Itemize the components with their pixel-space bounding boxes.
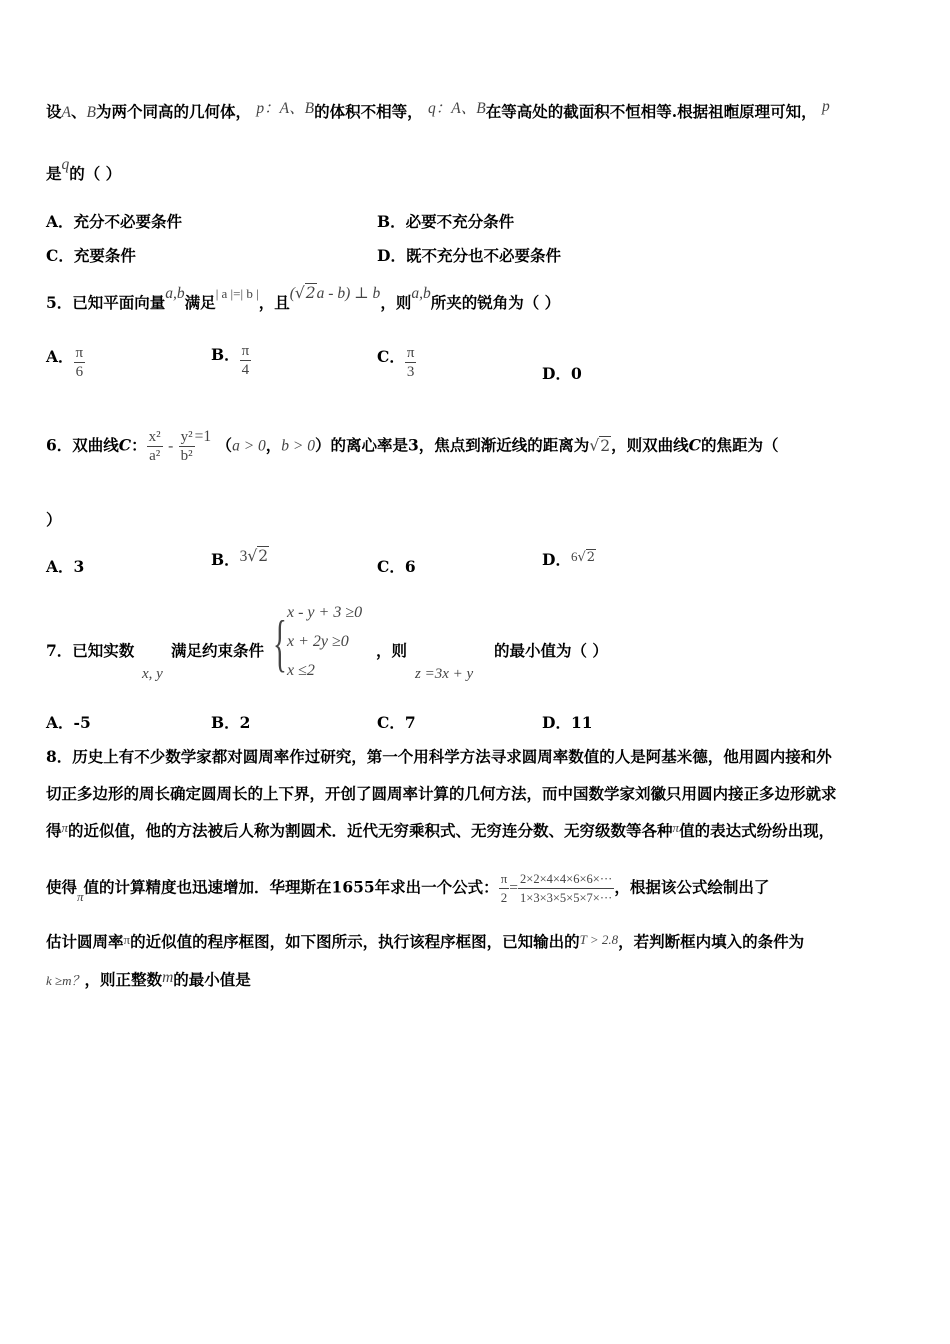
q6-stem: 6．双曲线C： $\frac{\text{x²}}{\text{a²}}$ - $\frac{\text{y²}}{\text{b²}}$ =1 （a > 0，b > 0）的离心率是3，焦点到渐近线的距离为√2，则双曲线C的焦距为（ bbox=[46, 427, 779, 464]
q4-option-a: A．充分不必要条件 bbox=[46, 212, 183, 231]
q8-line4: 使得$_\pi$值的计算精度也迅速增加．华理斯在1655年求出一个公式： $\frac{\pi}{2}$ = $\frac{2\times 2\times 4\times 4\times 6\times 6\times\cdot\cdot\cdot}{1\times 3\times 3\times 5\times 5\times 7\times\cdot\cdot\cdot}$ ，根据该公式绘制出了 bbox=[46, 871, 770, 905]
q6-stem-line2: ） bbox=[46, 510, 62, 529]
q5-stem: 5．已知平面向量a,b满足$^{| a |=| b |}$，且(√2a - b) ⊥ b，则a,b所夹的锐角为（ ） bbox=[46, 284, 561, 312]
q7-stem-part4: 的最小值为（ ） bbox=[494, 641, 608, 660]
q8-line6: k ≥m？，则正整数m的最小值是 bbox=[46, 969, 251, 989]
q5-option-b: B． $\frac{\pi}{4}$ bbox=[211, 343, 250, 378]
q8-line2: 切正多边形的周长确定圆周长的上下界，开创了圆周率计算的几何方法，而中国数学家刘徽只用圆内接正多边形就求 bbox=[46, 784, 837, 803]
q6-option-b: B．3√2 bbox=[211, 547, 269, 569]
q4-option-c: C．充要条件 bbox=[46, 246, 136, 265]
q7-option-c: C．7 bbox=[377, 713, 416, 732]
q7-brace: { bbox=[273, 607, 287, 678]
q4-option-b: B．必要不充分条件 bbox=[377, 212, 515, 231]
q6-option-c: C．6 bbox=[377, 557, 416, 576]
q4-stem-line2: 是q的（ ） bbox=[46, 156, 122, 183]
q7-constraint-3: x ≤2 bbox=[287, 662, 315, 679]
q5-option-d: D．0 bbox=[542, 364, 582, 383]
q4-stem-line1: 设A、B为两个同高的几何体， p：A、B的体积不相等， q：A、B在等高处的截面积不恒相等.根据祖暅原理可知， p bbox=[46, 98, 830, 121]
q4-option-d: D．既不充分也不必要条件 bbox=[377, 246, 561, 265]
q7-option-b: B．2 bbox=[211, 713, 251, 732]
q7-stem-part1: 7．已知实数 bbox=[46, 641, 135, 660]
q5-option-c: C． $\frac{\pi}{3}$ bbox=[377, 345, 415, 380]
q7-constraint-1: x - y + 3 ≥0 bbox=[287, 604, 363, 621]
q8-line5: 估计圆周率π的近似值的程序框图，如下图所示，执行该程序框图，已知输出的T > 2.8，若判断框内填入的条件为 bbox=[46, 932, 805, 951]
q8-line1: 8．历史上有不少数学家都对圆周率作过研究，第一个用科学方法寻求圆周率数值的人是阿基米德，他用圆内接和外 bbox=[46, 747, 832, 766]
q7-constraint-2: x + 2y ≥0 bbox=[287, 633, 349, 650]
q6-option-a: A．3 bbox=[46, 557, 85, 576]
q7-option-d: D．11 bbox=[542, 713, 593, 732]
q8-line3: 得$^\pi$的近似值，他的方法被后人称为割圆术．近代无穷乘积式、无穷连分数、无穷级数等各种$^\pi$值的表达式纷纷出现， bbox=[46, 820, 835, 840]
q7-stem-part3: ，则 bbox=[376, 641, 408, 660]
q7-option-a: A．-5 bbox=[46, 713, 91, 732]
q5-option-a: A． $\frac{\pi}{6}$ bbox=[46, 345, 84, 380]
q7-stem-part2: 满足约束条件 bbox=[171, 641, 265, 660]
q7-variables: x, y bbox=[142, 666, 163, 682]
q7-objective: z =3x + y bbox=[415, 666, 474, 682]
q6-option-d: D．$^{6√2}$ bbox=[542, 549, 596, 569]
